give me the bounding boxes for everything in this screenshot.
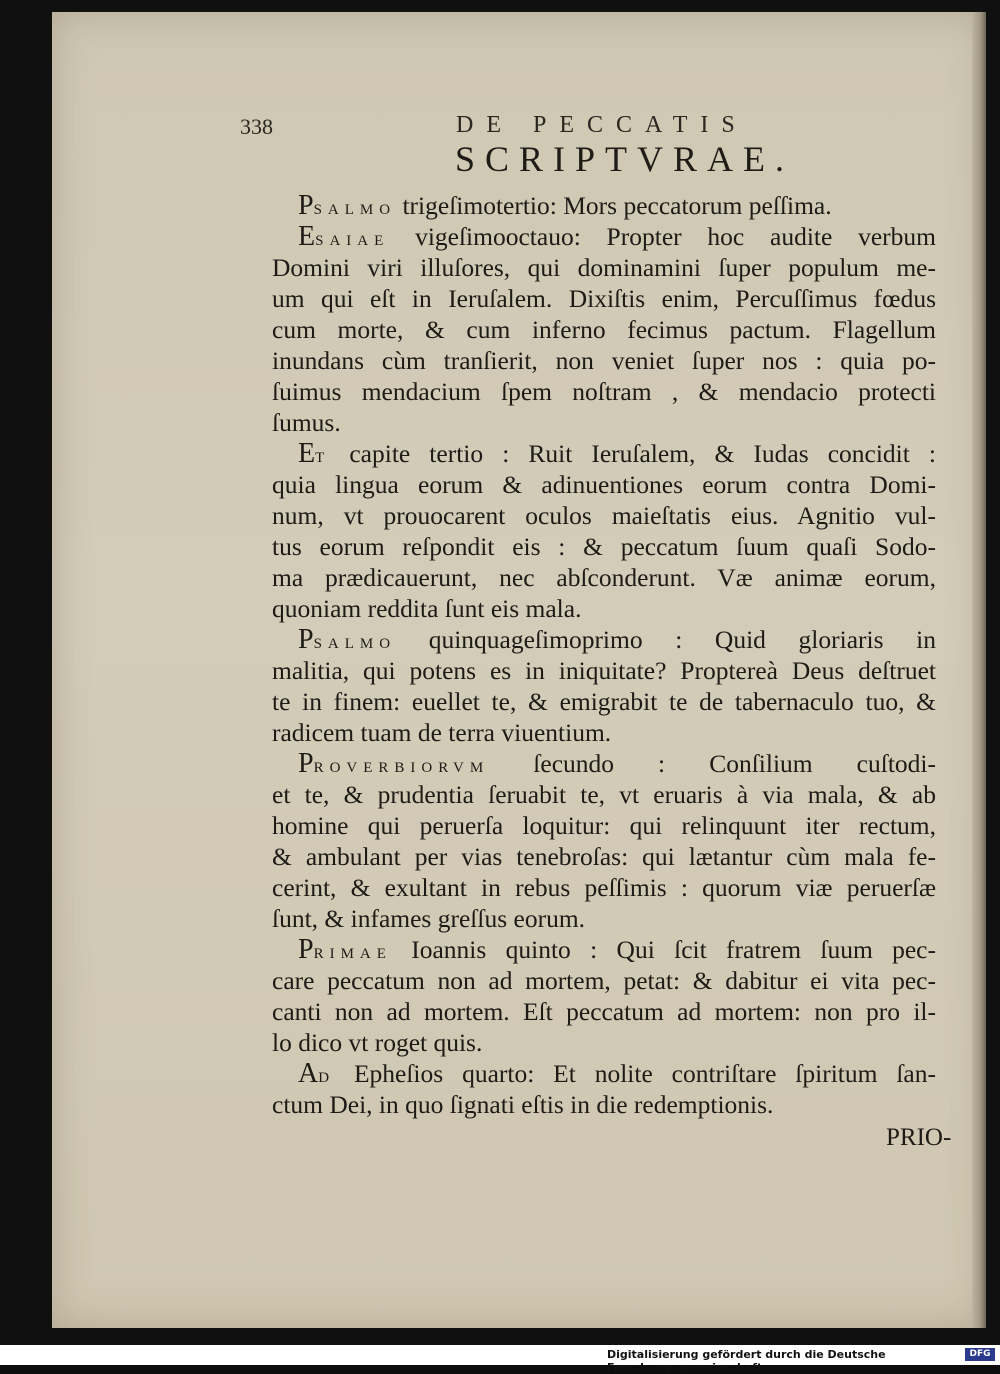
running-title: DE PECCATIS [456, 112, 748, 138]
passage [272, 221, 936, 438]
lead-capital: A [298, 1058, 319, 1089]
line-text: capite tertio : Ruit Ieruſalem, & Iudas concidit : [330, 439, 936, 468]
text-line: canti non ad mortem. Eſt peccatum ad mortem: non pro il- [272, 997, 936, 1026]
text-line: lo dico vt roget quis. [272, 1028, 483, 1057]
text-line: ſunt, & infames greſſus eorum. [272, 904, 586, 933]
line-text: trigeſimotertio: Mors peccatorum peſſima. [396, 191, 832, 220]
small-caps: ROVERBIORVM [313, 760, 490, 776]
lead-capital: P [298, 624, 314, 655]
text-line: et te, & prudentia ſeruabit te, vt eruaris à via mala, & ab [272, 780, 936, 809]
small-caps: SALMO [313, 202, 397, 218]
small-caps: T [315, 450, 331, 466]
text-line [272, 438, 936, 469]
text-line: ctum Dei, in quo ſignati eſtis in die redemptionis. [272, 1090, 774, 1119]
line-text: Ioannis quinto : Qui ſcit fratrem ſuum pec- [391, 935, 936, 964]
text-line: tus eorum reſpondit eis : & peccatum ſuum quaſi Sodo- [272, 532, 936, 561]
lead-capital: P [298, 934, 314, 965]
passage [272, 1058, 936, 1120]
text-line: care peccatum non ad mortem, petat: & dabitur ei vita pec- [272, 966, 936, 995]
lead-capital: P [298, 748, 314, 779]
text-line: um qui eſt in Ieruſalem. Dixiſtis enim, Percuſſimus fœdus [272, 284, 936, 313]
text-line: inundans cùm tranſierit, non veniet ſuper nos : quia po- [272, 346, 936, 375]
passage [272, 624, 936, 748]
text-line: homine qui peruerſa loquitur: qui relinquunt iter rectum, [272, 811, 936, 840]
text-line [272, 1058, 936, 1089]
text-line [272, 190, 936, 221]
footer-credit: Digitalisierung gefördert durch die Deutsche Forschungsgemeinschaft - [607, 1348, 886, 1374]
small-caps: RIMAE [313, 946, 392, 962]
text-line: radicem tuam de terra viuentium. [272, 718, 612, 747]
text-line: ſumus. [272, 408, 341, 437]
text-line: ma prædicauerunt, nec abſconderunt. Væ animæ eorum, [272, 563, 936, 592]
text-line [272, 748, 936, 779]
page-number: 338 [240, 114, 273, 139]
page-header [240, 104, 820, 140]
section-title: SCRIPTVRAE. [455, 139, 795, 179]
text-line: cerint, & exultant in rebus peſſimis : quorum viæ peruerſæ [272, 873, 936, 902]
text-line [272, 934, 936, 965]
text-line: te in finem: euellet te, & emigrabit te de tabernaculo tuo, & [272, 687, 936, 716]
lead-capital: P [298, 190, 314, 221]
text-line [272, 624, 936, 655]
text-line: & ambulant per vias tenebroſas: qui lætantur cùm mala fe- [272, 842, 936, 871]
lead-capital: E [298, 221, 316, 252]
text-line: cum morte, & cum inferno fecimus pactum. Flagellum [272, 315, 936, 344]
text-line: ſuimus mendacium ſpem noſtram , & mendacio protecti [272, 377, 936, 406]
line-text: vigeſimooctauo: Propter hoc audite verbum [389, 222, 936, 251]
small-caps: SAIAE [315, 233, 390, 249]
passage [272, 748, 936, 934]
small-caps: D [318, 1070, 336, 1086]
lead-capital: E [298, 438, 316, 469]
text-line: Domini viri illuſores, qui dominamini ſuper populum me- [272, 253, 936, 282]
text-line: quoniam reddita ſunt eis mala. [272, 594, 582, 623]
line-text: Epheſios quarto: Et nolite contriſtare ſpiritum ſan- [335, 1059, 936, 1088]
page-edge [972, 12, 986, 1328]
text-line: quia lingua eorum & adinuentiones eorum contra Domi- [272, 470, 936, 499]
dfg-logo: DFG [965, 1348, 995, 1361]
passage [272, 438, 936, 624]
body-text [272, 190, 936, 1120]
text-line: malitia, qui potens es in iniquitate? Proptereà Deus deſtruet [272, 656, 936, 685]
text-line [272, 221, 936, 252]
passage [272, 190, 936, 221]
passage [272, 934, 936, 1058]
line-text: quinquageſimoprimo : Quid gloriaris in [396, 625, 936, 654]
small-caps: SALMO [313, 636, 397, 652]
digitization-footer [0, 1345, 1000, 1374]
line-text: ſecundo : Conſilium cuſtodi- [489, 749, 936, 778]
text-line: num, vt prouocarent oculos maieſtatis eius. Agnitio vul- [272, 501, 936, 530]
catchword: PRIO- [886, 1124, 952, 1151]
